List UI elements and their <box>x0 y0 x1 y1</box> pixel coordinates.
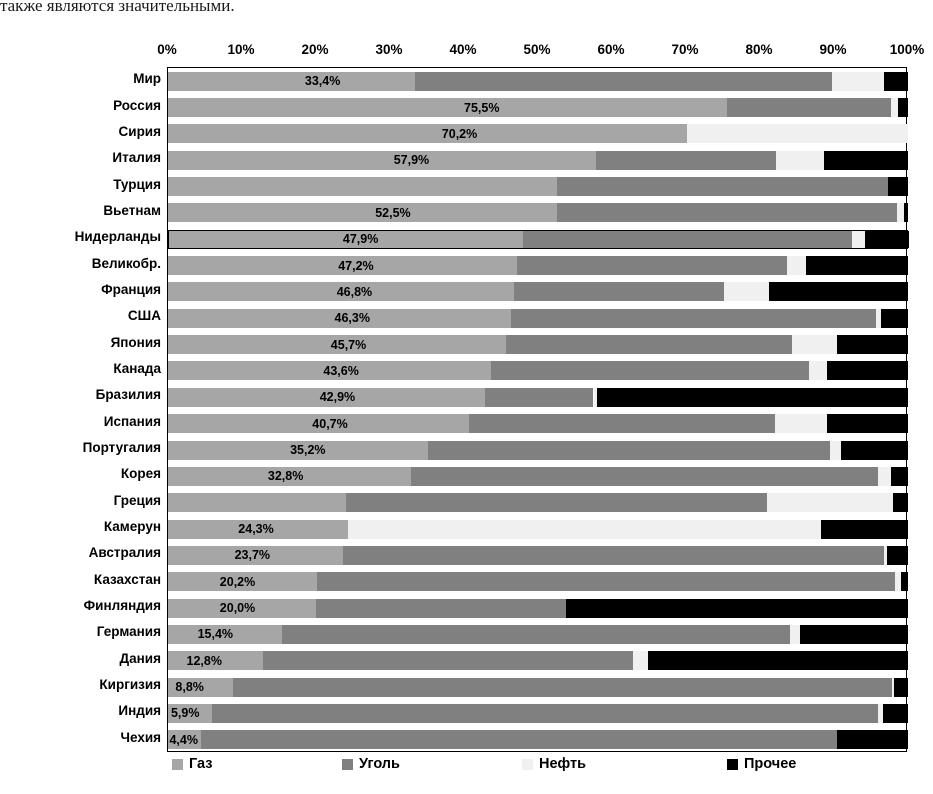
category-label: Финляндия <box>83 598 161 614</box>
bar-segment <box>894 678 908 697</box>
bar-row <box>168 203 908 222</box>
bar-segment <box>893 493 908 512</box>
bar-segment <box>878 467 891 486</box>
bar-segment <box>806 256 908 275</box>
bar-segment <box>901 572 908 591</box>
bar-segment <box>888 177 908 196</box>
bar-row <box>168 151 908 170</box>
bar-segment <box>830 441 841 460</box>
bar-segment <box>168 177 557 196</box>
legend-label: Газ <box>189 756 213 772</box>
legend-item[interactable] <box>522 756 586 772</box>
bar-row <box>168 678 908 697</box>
bar-row <box>168 72 908 91</box>
bar-row <box>168 230 908 249</box>
bar-segment <box>787 256 806 275</box>
bar-segment <box>881 309 908 328</box>
bar-row <box>168 625 908 644</box>
bar-value-label: 46,3% <box>334 311 370 326</box>
bar-segment <box>852 231 865 248</box>
category-label: Япония <box>110 334 161 350</box>
bar-value-label: 20,0% <box>219 601 256 616</box>
bar-segment <box>511 309 877 328</box>
legend-swatch-icon <box>172 759 183 770</box>
bar-value-label: 23,7% <box>234 548 271 563</box>
x-axis-tick-100: 100% <box>889 42 925 57</box>
bar-segment <box>800 625 908 644</box>
bar-segment <box>597 388 908 407</box>
legend-item[interactable] <box>342 756 400 772</box>
bar-segment <box>517 256 786 275</box>
bar-row <box>168 520 908 539</box>
bar-segment <box>168 493 346 512</box>
category-label: Мир <box>133 71 161 87</box>
bar-segment <box>514 282 724 301</box>
bar-segment <box>837 335 908 354</box>
bar-segment <box>775 414 827 433</box>
category-label: Казахстан <box>93 571 161 587</box>
bar-segment <box>415 72 832 91</box>
bar-value-label: 40,7% <box>312 416 348 431</box>
x-axis-tick-60: 60% <box>597 42 625 57</box>
x-axis-tick-40: 40% <box>449 42 477 57</box>
bar-segment <box>523 231 852 248</box>
bar-segment <box>898 98 908 117</box>
bar-row <box>168 493 908 512</box>
x-axis-tick-50: 50% <box>523 42 551 57</box>
bar-row <box>168 388 908 407</box>
bar-value-label: 15,4% <box>197 627 234 642</box>
bar-row <box>168 98 908 117</box>
bar-segment <box>212 704 878 723</box>
category-label: Индия <box>118 703 161 719</box>
bar-segment <box>883 704 908 723</box>
legend-swatch-icon <box>342 759 353 770</box>
bar-segment <box>168 124 687 143</box>
bar-segment <box>469 414 775 433</box>
category-label: Киргизия <box>99 677 161 693</box>
category-label: Канада <box>113 360 161 376</box>
bar-row <box>168 546 908 565</box>
bar-segment <box>346 493 768 512</box>
bar-value-label: 8,8% <box>175 680 204 695</box>
category-label: Чехия <box>120 729 161 745</box>
bar-row <box>168 730 908 749</box>
bar-segment <box>596 151 775 170</box>
bar-row <box>168 335 908 354</box>
x-axis-tick-20: 20% <box>301 42 329 57</box>
category-label: Австралия <box>88 545 161 561</box>
legend-swatch-icon <box>727 759 738 770</box>
bar-value-label: 52,5% <box>375 205 411 220</box>
x-axis-tick-30: 30% <box>375 42 403 57</box>
bar-segment <box>348 520 822 539</box>
bar-segment <box>887 546 908 565</box>
bar-segment <box>316 599 566 618</box>
bar-segment <box>233 678 892 697</box>
bar-segment <box>724 282 768 301</box>
bar-segment <box>824 151 908 170</box>
bar-segment <box>168 98 727 117</box>
x-axis-tick-0: 0% <box>157 42 177 57</box>
bar-row <box>168 414 908 433</box>
bar-value-label: 43,6% <box>323 363 359 378</box>
bar-segment <box>904 203 908 222</box>
bar-row <box>168 361 908 380</box>
bar-value-label: 42,9% <box>319 390 356 405</box>
bar-value-label: 32,8% <box>267 469 304 484</box>
bar-row <box>168 704 908 723</box>
bar-value-label: 4,4% <box>169 732 198 747</box>
bar-row <box>168 309 908 328</box>
category-label: Франция <box>101 281 161 297</box>
bar-segment <box>891 98 898 117</box>
bar-segment <box>891 467 908 486</box>
stacked-bar-chart <box>0 34 933 754</box>
x-axis-tick-70: 70% <box>671 42 699 57</box>
bar-segment <box>263 651 633 670</box>
bar-segment <box>727 98 891 117</box>
category-label: Великобр. <box>91 255 161 271</box>
bar-value-label: 12,8% <box>186 653 222 668</box>
chart-legend <box>167 756 907 784</box>
bar-segment <box>411 467 879 486</box>
legend-swatch-icon <box>522 759 533 770</box>
legend-item[interactable] <box>727 756 796 772</box>
category-label: Нидерланды <box>74 229 161 245</box>
category-label: Испания <box>103 413 161 429</box>
bar-value-label: 35,2% <box>290 443 326 458</box>
bar-segment <box>809 361 827 380</box>
bar-segment <box>168 72 415 91</box>
bar-value-label: 33,4% <box>304 74 341 89</box>
bar-segment <box>201 730 837 749</box>
bar-value-label: 57,9% <box>393 153 430 168</box>
bar-segment <box>827 414 908 433</box>
bar-segment <box>557 177 889 196</box>
category-label: Греция <box>113 492 161 508</box>
category-label: Италия <box>112 150 161 166</box>
legend-item[interactable] <box>172 756 212 772</box>
bar-segment <box>837 730 908 749</box>
bar-segment <box>832 72 885 91</box>
bar-segment <box>821 520 908 539</box>
x-axis-tick-90: 90% <box>819 42 847 57</box>
bar-value-label: 45,7% <box>330 337 367 352</box>
bar-segment <box>767 493 893 512</box>
x-axis-tick-10: 10% <box>227 42 255 57</box>
bar-row <box>168 256 908 275</box>
bar-segment <box>633 651 648 670</box>
category-label: Сирия <box>118 123 161 139</box>
bar-value-label: 70,2% <box>441 126 478 141</box>
category-label: Корея <box>120 466 161 482</box>
bar-segment <box>790 625 800 644</box>
plot-area <box>167 67 907 752</box>
bar-segment <box>485 388 593 407</box>
bar-value-label: 47,9% <box>342 232 379 247</box>
bar-row <box>168 651 908 670</box>
category-label: Камерун <box>103 519 161 535</box>
bar-segment <box>827 361 908 380</box>
bar-segment <box>168 203 557 222</box>
bar-segment <box>491 361 809 380</box>
bar-segment <box>769 282 908 301</box>
bar-segment <box>884 72 908 91</box>
bar-row <box>168 467 908 486</box>
legend-label: Уголь <box>359 756 400 772</box>
page-body-text: также являются значительными. <box>0 0 235 15</box>
bar-segment <box>687 124 908 143</box>
bar-segment <box>317 572 894 591</box>
category-label: США <box>127 308 161 324</box>
bar-segment <box>776 151 824 170</box>
bar-value-label: 20,2% <box>219 574 256 589</box>
bar-segment <box>282 625 790 644</box>
bar-row <box>168 177 908 196</box>
legend-label: Прочее <box>744 756 797 772</box>
bar-value-label: 47,2% <box>338 258 374 273</box>
bar-row <box>168 282 908 301</box>
bar-value-label: 46,8% <box>336 284 373 299</box>
bar-segment <box>557 203 897 222</box>
category-label: Россия <box>113 97 161 113</box>
category-label: Бразилия <box>95 387 161 403</box>
bar-value-label: 24,3% <box>238 522 274 537</box>
bar-segment <box>865 231 909 248</box>
bar-segment <box>566 599 908 618</box>
bar-row <box>168 441 908 460</box>
legend-label: Нефть <box>539 756 587 772</box>
x-axis-tick-80: 80% <box>745 42 773 57</box>
bar-value-label: 5,9% <box>170 706 200 721</box>
bar-value-label: 75,5% <box>464 100 500 115</box>
bar-segment <box>428 441 830 460</box>
category-label: Турция <box>113 176 161 192</box>
category-label: Вьетнам <box>103 202 161 218</box>
bar-segment <box>792 335 837 354</box>
bar-segment <box>168 151 596 170</box>
category-label: Португалия <box>82 440 161 456</box>
category-label: Дания <box>119 650 161 666</box>
bar-segment <box>841 441 908 460</box>
bar-row <box>168 124 908 143</box>
category-label: Германия <box>96 624 161 640</box>
bar-segment <box>506 335 792 354</box>
bar-segment <box>648 651 908 670</box>
bar-segment <box>897 203 904 222</box>
bar-row <box>168 572 908 591</box>
x-axis-tick-labels <box>0 34 933 64</box>
bar-row <box>168 599 908 618</box>
bar-segment <box>343 546 883 565</box>
